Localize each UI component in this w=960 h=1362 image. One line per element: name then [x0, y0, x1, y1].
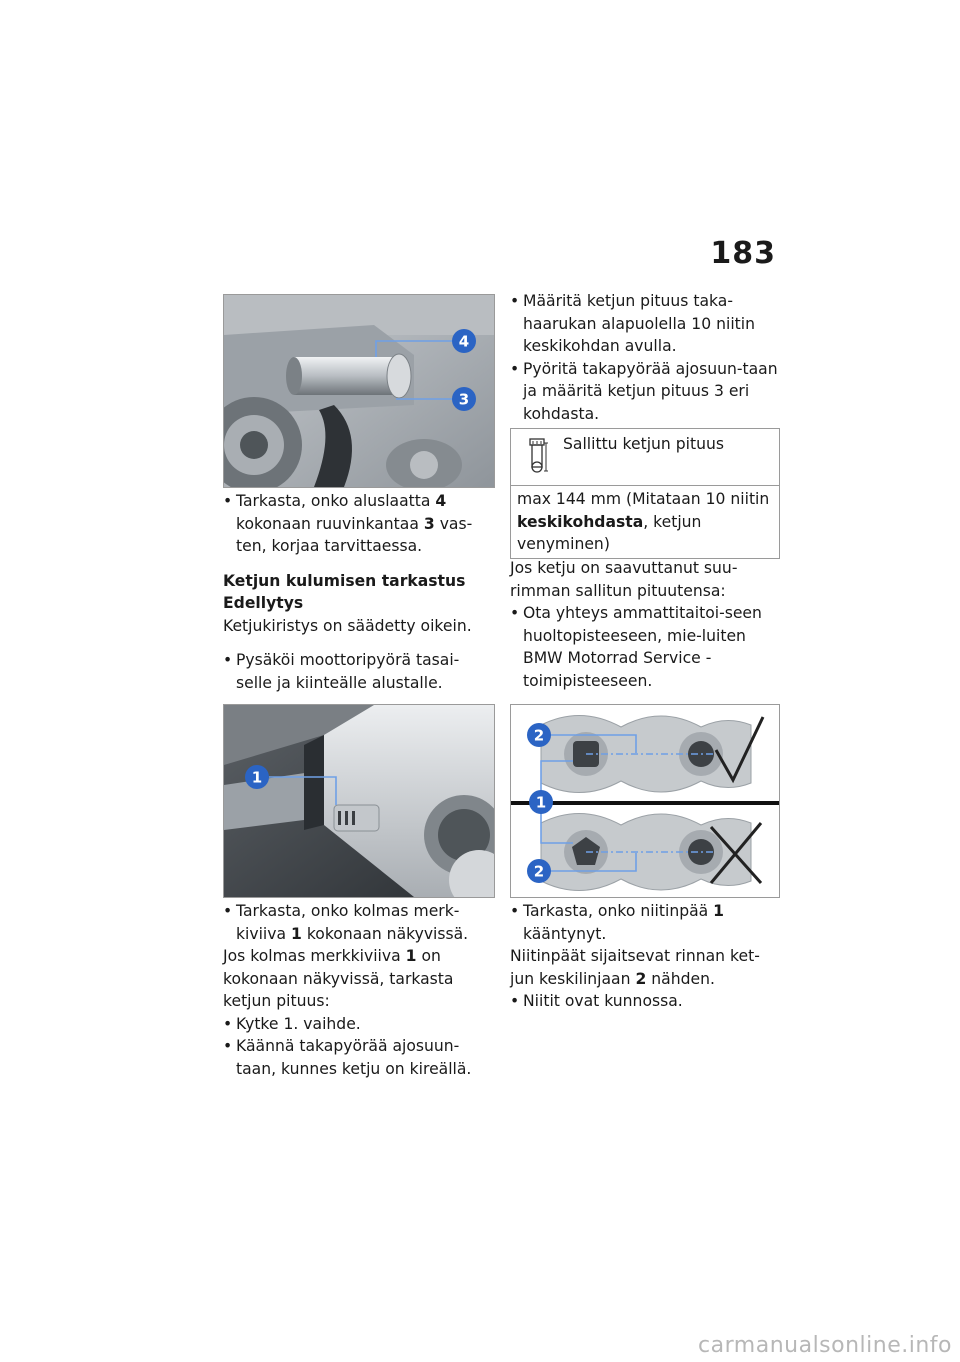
left-text-top	[223, 490, 493, 694]
figure-wear-indicator	[223, 704, 495, 898]
paragraph: Niitinpäät sijaitsevat rinnan ket-jun keskilinjaan 2 nähden.	[510, 947, 760, 988]
right-text-bottom	[510, 900, 780, 1013]
callout-4: 4	[458, 332, 470, 351]
prerequisite-text: Ketjukiristys on säädetty oikein.	[223, 616, 472, 635]
section-heading: Ketjun kulumisen tarkastus	[223, 571, 466, 590]
left-text-bottom	[223, 900, 493, 1080]
list-item: • Pyöritä takapyörää ajosuun-taan ja määritä ketjun pituus 3 eri kohdasta.	[510, 358, 780, 426]
subheading: Edellytys	[223, 594, 304, 612]
spec-table	[510, 428, 780, 559]
callout-2-bottom: 2	[533, 862, 545, 881]
list-item: • Tarkasta, onko kolmas merk-kiviiva 1 kokonaan näkyvissä.	[223, 900, 493, 945]
measurement-icon	[525, 437, 549, 475]
paragraph: Jos kolmas merkkiviiva 1 on kokonaan näkyvissä, tarkasta ketjun pituus:	[223, 947, 454, 1010]
figure-bolt-washer	[223, 294, 495, 488]
list-item: • Määritä ketjun pituus taka-haarukan alapuolella 10 niitin keskikohdan avulla.	[510, 290, 780, 358]
callout-1: 1	[535, 793, 547, 812]
right-text-top	[510, 290, 780, 425]
list-item: • Kytke 1. vaihde.	[223, 1013, 493, 1036]
list-item: • Ota yhteys ammattitaitoi-seen huoltopisteeseen, mie-luiten BMW Motorrad Service -toimipisteeseen.	[510, 602, 780, 692]
list-item: • Käännä takapyörää ajosuun-taan, kunnes ketju on kireällä.	[223, 1035, 493, 1080]
figure-chain-rivets	[510, 704, 780, 898]
list-item: • Tarkasta, onko aluslaatta 4 kokonaan ruuvinkantaa 3 vas-ten, korjaa tarvittaessa.	[223, 490, 493, 558]
watermark: carmanualsonline.info	[698, 1333, 952, 1358]
callout-2-top: 2	[533, 726, 545, 745]
callout-1: 1	[251, 768, 263, 787]
spec-label: Sallittu ketjun pituus	[563, 435, 724, 453]
spec-table-header	[511, 429, 779, 486]
list-item: • Niitit ovat kunnossa.	[510, 990, 780, 1013]
list-item: • Tarkasta, onko niitinpää 1 kääntynyt.	[510, 900, 780, 945]
callout-3: 3	[458, 390, 470, 409]
paragraph: Jos ketju on saavuttanut suu-rimman sallitun pituutensa:	[510, 559, 738, 600]
spec-value: max 144 mm (Mitataan 10 niitin keskikohdasta, ketjun venyminen)	[517, 490, 770, 553]
page-number: 183	[710, 236, 776, 271]
right-text-middle	[510, 557, 780, 692]
list-item: • Pysäköi moottoripyörä tasai-selle ja kiinteälle alustalle.	[223, 649, 493, 694]
